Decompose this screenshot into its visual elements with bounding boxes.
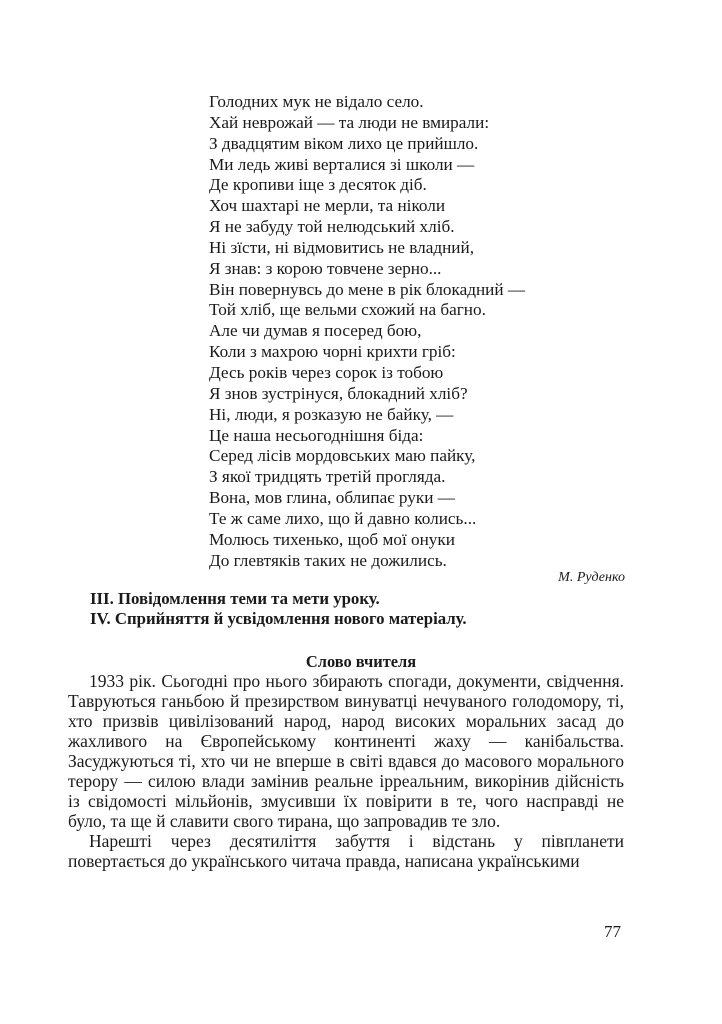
poem-line: Ні, люди, я розказую не байку, — — [209, 404, 454, 424]
paragraph: 1933 рік. Сьогодні про нього збирають спогади, документи, свідчення. Тавруються ганьбою й презирством винуватці нечуваного голодомору, ті, хто призвів цивілізований народ, народ високих моральних засад до жахливого на Європейському континенті жаху — канібальства. Засуджуються ті, хто чи не вперше в світі вдався до масового морального терору — силою влади замінив реальне ірреальним, викорінив дійсність із свідомості мільйонів, змусивши їх повірити в те, чого насправді не було, та ще й славити свого тирана, що запровадив те зло. — [68, 671, 624, 831]
poem-line: З якої тридцять третій проглядa. — [209, 467, 446, 487]
poem-line: Той хліб, ще вельми схожий на багно. — [209, 300, 486, 320]
poem — [209, 92, 589, 571]
poem-line: Ми ледь живі верталися зі школи — — [209, 154, 475, 174]
poem-line: Молюсь тихенько, щоб мої онуки — [209, 529, 455, 549]
section-heading-3: III. Повідомлення теми та мети уроку. — [90, 589, 380, 608]
poem-line: Хоч шахтарі не мерли, та ніколи — [209, 196, 446, 216]
poem-line: Ні зїсти, ні відмовитись не владний, — [209, 237, 474, 257]
poem-author: М. Руденко — [558, 570, 625, 585]
poem-line: Вона, мов глина, облипає руки — — [209, 488, 455, 508]
section-heading-4: IV. Сприйняття й усвідомлення нового матеріалу. — [90, 609, 467, 628]
poem-line: До глевтяків таких не дожились. — [209, 550, 447, 570]
poem-line: Хай неврожай — та люди не вмирали: — [209, 112, 490, 132]
poem-line: Коли з махрою чорні крихти гріб: — [209, 342, 456, 362]
teacher-section-title: Слово вчителя — [305, 652, 417, 671]
poem-line: Те ж саме лихо, що й давно колись... — [209, 508, 477, 528]
poem-line: З двадцятим віком лихо це прийшло. — [209, 133, 479, 153]
paragraph: Нарешті через десятиліття забуття і відстань у півпланети повертається до українського читача правда, написана українськими — [68, 831, 624, 871]
poem-line: Десь років через сорок із тобою — [209, 362, 444, 382]
poem-line: Я не забуду той нелюдський хліб. — [209, 217, 455, 237]
poem-line: Я знов зустрінуся, блокадний хліб? — [209, 383, 468, 403]
poem-line: Серед лісів мордовських маю пайку, — [209, 446, 476, 466]
teacher-text — [68, 671, 624, 871]
poem-line: Я знав: з корою товчене зерно... — [209, 258, 442, 278]
poem-line: Голодних мук не відало село. — [209, 92, 424, 111]
poem-line: Де кропиви іще з десяток діб. — [209, 175, 427, 195]
page-number: 77 — [604, 922, 621, 941]
poem-line: Це наша несьогоднішня біда: — [209, 425, 424, 445]
poem-line: Але чи думав я посеред бою, — [209, 321, 422, 341]
poem-line: Він повернувсь до мене в рік блокадний — — [209, 279, 526, 299]
